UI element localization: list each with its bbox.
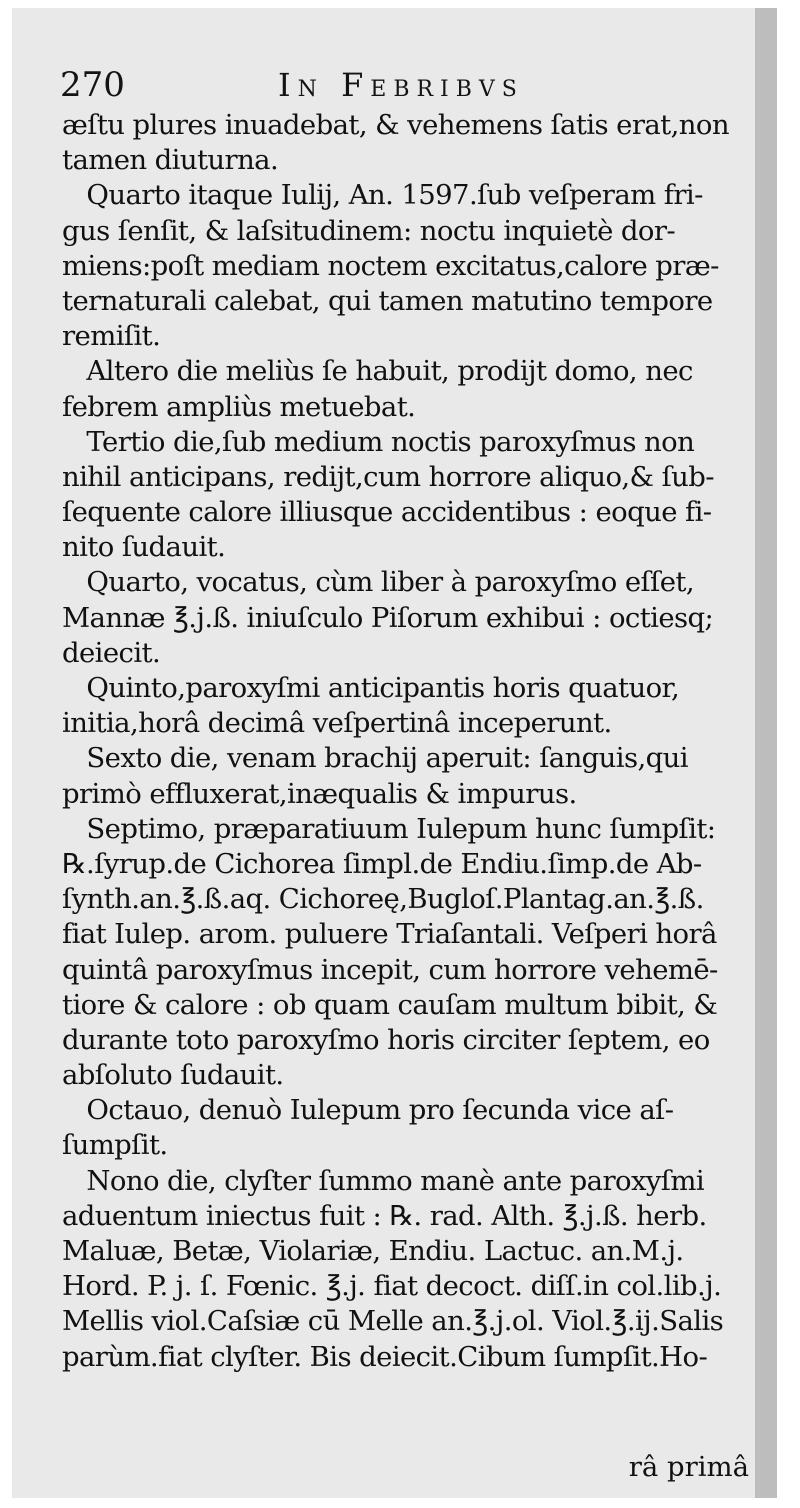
text-line: Quarto, vocatus, cùm liber à paroxyſmo eſſet,: [62, 566, 694, 599]
page-header: [60, 60, 760, 110]
text-line: ſynth.an.℥.ß.aq. Cichoreę,Bugloſ.Plantag.an.℥.ß.: [62, 883, 704, 916]
text-line: Nono die, clyſter ſummo manè ante paroxyſmi: [62, 1164, 705, 1197]
text-line: miens:poſt mediam noctem excitatus,calore præ-: [62, 249, 719, 282]
text-line: nito ſudauit.: [62, 531, 226, 564]
text-line: Mannæ ℥.j.ß. iniuſculo Piſorum exhibui : octiesq;: [62, 601, 714, 634]
text-line: Quarto itaque Iulij, An. 1597.ſub veſperam fri-: [62, 179, 703, 212]
text-line: Septimo, præparatiuum Iulepum hunc ſumpſit:: [62, 812, 716, 845]
text-line: remiſit.: [62, 320, 161, 353]
text-line: Tertio die,ſub medium noctis paroxyſmus non: [62, 425, 695, 458]
text-line: tiore & calore : ob quam cauſam multum bibit, &: [62, 988, 718, 1021]
text-line: Maluæ, Betæ, Violariæ, Endiu. Lactuc. an.M.j.: [62, 1235, 684, 1267]
text-line: quintâ paroxyſmus incepit, cum horrore vehemē-: [62, 953, 718, 986]
text-line: durante toto paroxyſmo horis circiter ſeptem, eo: [62, 1023, 710, 1056]
text-line: tamen diuturna.: [62, 144, 279, 177]
text-line: Mellis viol.Caſsiæ cū Melle an.℥.j.ol. Viol.℥.ij.Salis: [62, 1305, 724, 1338]
text-line: initia,horâ decimâ veſpertinâ inceperunt.: [62, 707, 612, 740]
text-line: nihil anticipans, redijt,cum horrore aliquo,& ſub-: [62, 460, 714, 493]
book-page: [12, 8, 777, 1498]
catchword: râ primâ: [628, 1451, 749, 1483]
text-line: febrem ampliùs metuebat.: [62, 390, 416, 423]
text-line: Quinto,paroxyſmi anticipantis horis quatuor,: [62, 672, 680, 704]
running-head: In Febribvs: [278, 66, 524, 104]
text-line: deiecit.: [62, 636, 161, 669]
text-line: primò effluxerat,inæqualis & impurus.: [62, 777, 577, 810]
page-number: 270: [60, 65, 125, 105]
text-line: abſoluto ſudauit.: [62, 1059, 284, 1092]
text-line: ℞.ſyrup.de Cichorea ſimpl.de Endiu.ſimp.de Ab-: [62, 847, 702, 880]
text-line: ternaturali calebat, qui tamen matutino tempore: [62, 284, 713, 317]
text-line: Sexto die, venam brachij aperuit: ſanguis,qui: [62, 742, 688, 775]
text-line: gus ſenſit, & laſsitudinem: noctu inquietè dor-: [62, 214, 676, 247]
text-line: ſumpſit.: [62, 1129, 168, 1162]
text-line: aduentum iniectus fuit : ℞. rad. Alth. ℥.j.ß. herb.: [62, 1199, 707, 1232]
text-line: fiat Iulep. arom. puluere Triaſantali. Veſperi horâ: [62, 918, 717, 951]
text-line: Altero die meliùs ſe habuit, prodijt domo, nec: [62, 355, 693, 388]
text-line: parùm.fiat clyſter. Bis deiecit.Cibum ſumpſit.Ho-: [62, 1340, 708, 1373]
text-line: Octauo, denuò Iulepum pro ſecunda vice aſ-: [62, 1094, 674, 1127]
text-line: æſtu plures inuadebat, & vehemens ſatis erat,non: [62, 109, 729, 141]
text-line: ſequente calore illiusque accidentibus : eoque fi-: [62, 496, 712, 529]
text-line: Hord. P. j. ſ. Fœnic. ℥.j. fiat decoct. diſſ.in col.lib.j.: [62, 1270, 722, 1303]
body-text: [62, 108, 766, 1375]
